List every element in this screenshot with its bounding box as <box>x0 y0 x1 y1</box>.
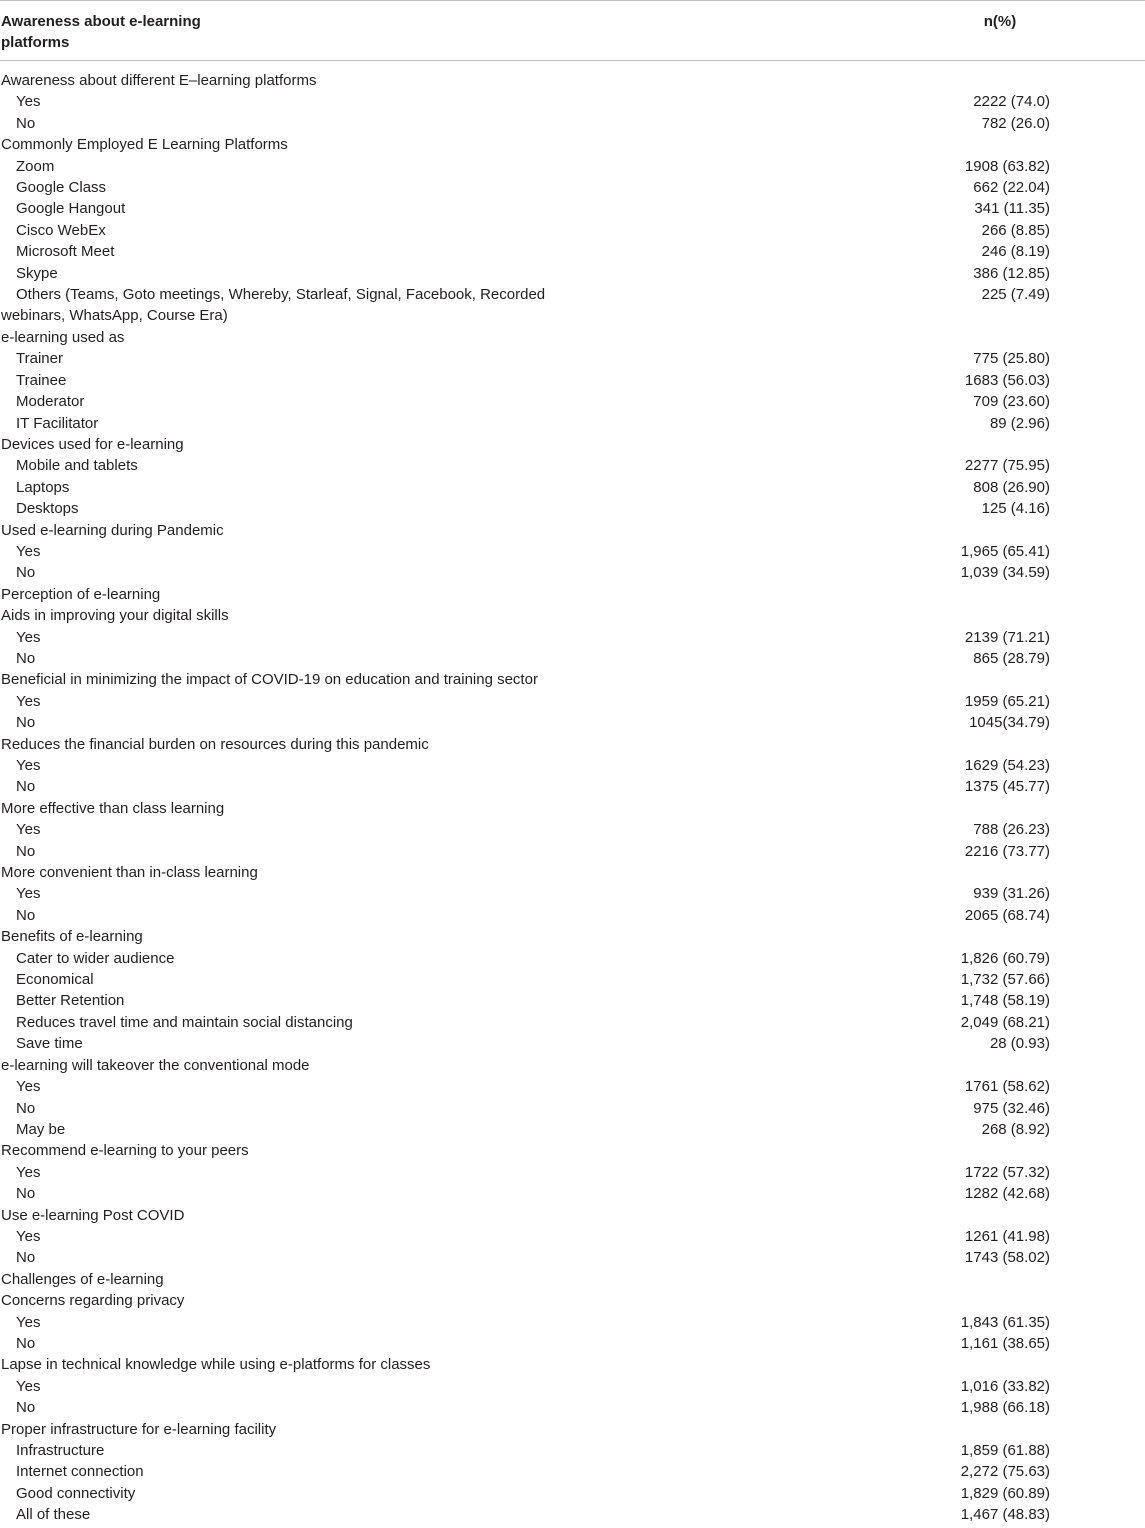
row-value: 386 (12.85) <box>973 264 1050 282</box>
section-heading-row <box>0 798 1145 819</box>
row-label: Reduces the financial burden on resources during this pandemic <box>1 735 429 753</box>
table-row <box>0 348 1145 369</box>
section-heading-row <box>0 734 1145 755</box>
row-label: Laptops <box>16 478 70 496</box>
table-row <box>0 177 1145 198</box>
row-label: Desktops <box>16 500 79 518</box>
section-heading-row <box>0 70 1145 91</box>
row-label: May be <box>16 1120 66 1138</box>
table-row <box>0 1504 1145 1525</box>
table-row <box>0 391 1145 412</box>
section-heading-row <box>0 1419 1145 1440</box>
row-value: 1,467 (48.83) <box>960 1506 1050 1524</box>
row-label: Skype <box>16 264 58 282</box>
row-value: 2,272 (75.63) <box>960 1463 1050 1481</box>
header-value: n(%) <box>983 13 1017 30</box>
row-label: Yes <box>16 885 41 903</box>
row-label: Infrastructure <box>16 1442 105 1460</box>
table-row <box>0 712 1145 733</box>
row-label: Benefits of e-learning <box>1 928 143 946</box>
row-value: 1959 (65.21) <box>964 692 1050 710</box>
row-value: 788 (26.23) <box>973 821 1050 839</box>
row-value: 1,988 (66.18) <box>960 1399 1050 1417</box>
row-label: More convenient than in-class learning <box>1 864 258 882</box>
row-label: Cater to wider audience <box>16 949 175 967</box>
row-label: Awareness about different E–learning platforms <box>1 72 317 89</box>
row-value: 1,829 (60.89) <box>960 1484 1050 1502</box>
row-label: Concerns regarding privacy <box>1 1292 185 1310</box>
table-row <box>0 648 1145 669</box>
section-heading-row <box>0 1269 1145 1290</box>
row-value: 1282 (42.68) <box>964 1185 1050 1203</box>
row-label: Challenges of e-learning <box>1 1270 164 1288</box>
row-label: Perception of e-learning <box>1 585 161 603</box>
row-value: 225 (7.49) <box>981 286 1050 304</box>
table-row <box>0 776 1145 797</box>
row-label: More effective than class learning <box>1 799 225 817</box>
row-label: Aids in improving your digital skills <box>1 607 229 625</box>
row-label: Recommend e-learning to your peers <box>1 1142 249 1160</box>
row-value: 1,016 (33.82) <box>960 1377 1050 1395</box>
row-label: No <box>16 714 36 732</box>
row-label: No <box>16 1185 36 1203</box>
row-value: 1761 (58.62) <box>964 1078 1050 1096</box>
row-label: Use e-learning Post COVID <box>1 1206 185 1224</box>
table-row <box>0 1483 1145 1504</box>
row-label: e-learning used as <box>1 328 125 346</box>
table-row <box>0 1098 1145 1119</box>
row-value: 268 (8.92) <box>981 1120 1050 1138</box>
row-value: 1,732 (57.66) <box>960 971 1050 989</box>
table-body <box>0 70 1145 1526</box>
table-row <box>0 1440 1145 1461</box>
row-value: 1,748 (58.19) <box>960 992 1050 1010</box>
table-row <box>0 562 1145 583</box>
row-value: 1375 (45.77) <box>964 778 1050 796</box>
table-row <box>0 841 1145 862</box>
table-row <box>0 241 1145 262</box>
row-value: 709 (23.60) <box>973 393 1050 411</box>
row-label: Trainee <box>16 371 67 389</box>
row-value: 1629 (54.23) <box>964 757 1050 775</box>
row-label: No <box>16 906 36 924</box>
table-row <box>0 263 1145 284</box>
table-row <box>0 948 1145 969</box>
row-value: 1743 (58.02) <box>964 1249 1050 1267</box>
section-heading-row <box>0 605 1145 626</box>
row-label: Yes <box>16 93 41 111</box>
row-value: 808 (26.90) <box>973 478 1050 496</box>
row-label: Good connectivity <box>16 1484 136 1502</box>
row-label: Yes <box>16 1163 41 1181</box>
row-label: Proper infrastructure for e-learning facility <box>1 1420 277 1438</box>
row-label: Used e-learning during Pandemic <box>1 521 224 539</box>
section-heading-row <box>0 327 1145 348</box>
row-value: 125 (4.16) <box>981 500 1050 518</box>
section-heading-row <box>0 926 1145 947</box>
section-heading-row <box>0 1290 1145 1311</box>
row-value: 89 (2.96) <box>989 414 1050 432</box>
row-value: 1,843 (61.35) <box>960 1313 1050 1331</box>
row-value: 341 (11.35) <box>974 200 1050 218</box>
row-value: 2,049 (68.21) <box>960 1013 1050 1031</box>
table-row <box>0 413 1145 434</box>
row-label: No <box>16 649 36 667</box>
row-label: All of these <box>16 1506 91 1524</box>
row-label: No <box>16 1399 36 1417</box>
table-row <box>0 1076 1145 1097</box>
row-label: Yes <box>16 692 41 710</box>
table-row <box>0 198 1145 219</box>
row-value: 1,965 (65.41) <box>960 542 1050 560</box>
section-heading-row <box>0 434 1145 455</box>
row-label: Cisco WebEx <box>16 221 106 239</box>
row-label: Mobile and tablets <box>16 457 138 475</box>
row-label: Yes <box>16 1227 41 1245</box>
row-value: 1683 (56.03) <box>964 371 1050 389</box>
row-label: Economical <box>16 971 94 989</box>
row-value: 1722 (57.32) <box>964 1163 1050 1181</box>
row-label: Yes <box>16 821 41 839</box>
row-value: 782 (26.0) <box>981 114 1050 132</box>
table-row <box>0 1461 1145 1482</box>
table-header <box>0 0 1145 61</box>
row-label: No <box>16 1334 36 1352</box>
row-label: Lapse in technical knowledge while using e-platforms for classes <box>1 1356 431 1374</box>
section-heading-row <box>0 1140 1145 1161</box>
section-heading-row <box>0 134 1145 155</box>
row-label: Save time <box>16 1035 83 1053</box>
table-row <box>0 370 1145 391</box>
table-row <box>0 91 1145 112</box>
table-row <box>0 1312 1145 1333</box>
row-value: 2277 (75.95) <box>964 457 1050 475</box>
table-row <box>0 1033 1145 1054</box>
row-label: Beneficial in minimizing the impact of COVID-19 on education and training sector <box>1 671 538 689</box>
table-row <box>0 969 1145 990</box>
table-row <box>0 1162 1145 1183</box>
row-label: Devices used for e-learning <box>1 435 184 453</box>
row-label: Moderator <box>16 393 85 411</box>
row-value: 939 (31.26) <box>973 885 1050 903</box>
table-row <box>0 1333 1145 1354</box>
row-value: 1908 (63.82) <box>964 157 1050 175</box>
table-row <box>0 455 1145 476</box>
row-label: Google Class <box>16 179 107 197</box>
section-heading-row <box>0 1205 1145 1226</box>
row-value: 28 (0.93) <box>989 1035 1050 1053</box>
row-label: No <box>16 1249 36 1267</box>
row-value: 1045(34.79) <box>969 714 1050 732</box>
table-row <box>0 1226 1145 1247</box>
section-heading-row <box>0 520 1145 541</box>
table-row <box>0 1247 1145 1268</box>
row-label: Microsoft Meet <box>16 243 115 261</box>
table-row <box>0 1183 1145 1204</box>
row-value: 2216 (73.77) <box>964 842 1050 860</box>
row-value: 2222 (74.0) <box>973 93 1050 111</box>
table-row <box>0 541 1145 562</box>
table-row <box>0 498 1145 519</box>
row-label: Commonly Employed E Learning Platforms <box>1 136 288 154</box>
table-row <box>0 284 1145 327</box>
table-row <box>0 1376 1145 1397</box>
table-row <box>0 627 1145 648</box>
row-label: No <box>16 564 36 582</box>
row-label: e-learning will takeover the conventional mode <box>1 1056 310 1074</box>
row-label: No <box>16 114 36 132</box>
row-label: Google Hangout <box>16 200 126 218</box>
table-row <box>0 156 1145 177</box>
table-row <box>0 1012 1145 1033</box>
row-value: 775 (25.80) <box>973 350 1050 368</box>
header-label: Awareness about e-learning platforms <box>1 13 201 51</box>
row-label: Yes <box>16 1078 41 1096</box>
row-label: Yes <box>16 757 41 775</box>
row-label: No <box>16 1099 36 1117</box>
row-value: 1,039 (34.59) <box>960 564 1050 582</box>
row-label: Internet connection <box>16 1463 144 1481</box>
row-label: No <box>16 842 36 860</box>
row-value: 266 (8.85) <box>981 221 1050 239</box>
table-row <box>0 819 1145 840</box>
row-label: Yes <box>16 628 41 646</box>
table-row <box>0 905 1145 926</box>
section-heading-row <box>0 1354 1145 1375</box>
section-heading-row <box>0 1055 1145 1076</box>
row-value: 2065 (68.74) <box>964 906 1050 924</box>
row-label: IT Facilitator <box>16 414 99 432</box>
row-value: 1,826 (60.79) <box>960 949 1050 967</box>
row-label: No <box>16 778 36 796</box>
row-value: 1,859 (61.88) <box>960 1442 1050 1460</box>
row-label: Better Retention <box>16 992 125 1010</box>
row-value: 2139 (71.21) <box>964 628 1050 646</box>
row-label: Yes <box>16 1313 41 1331</box>
row-value: 865 (28.79) <box>973 649 1050 667</box>
row-value: 246 (8.19) <box>981 243 1050 261</box>
row-label: Reduces travel time and maintain social distancing <box>16 1013 353 1031</box>
section-heading-row <box>0 584 1145 605</box>
row-value: 975 (32.46) <box>973 1099 1050 1117</box>
row-value: 1261 (41.98) <box>964 1227 1050 1245</box>
row-label: Yes <box>16 1377 41 1395</box>
table-row <box>0 113 1145 134</box>
row-value: 1,161 (38.65) <box>960 1334 1050 1352</box>
table-row <box>0 755 1145 776</box>
table-row <box>0 990 1145 1011</box>
section-heading-row <box>0 669 1145 690</box>
table-row <box>0 477 1145 498</box>
table-row <box>0 1119 1145 1140</box>
section-heading-row <box>0 862 1145 883</box>
table-row <box>0 691 1145 712</box>
row-label: Yes <box>16 542 41 560</box>
table-row <box>0 883 1145 904</box>
row-value: 662 (22.04) <box>973 179 1050 197</box>
row-label: Trainer <box>16 350 63 368</box>
table-row <box>0 1397 1145 1418</box>
table-row <box>0 220 1145 241</box>
row-label: Others (Teams, Goto meetings, Whereby, Starleaf, Signal, Facebook, Recorded webinars, WhatsApp, Course Era) <box>1 286 546 325</box>
row-label: Zoom <box>16 157 55 175</box>
